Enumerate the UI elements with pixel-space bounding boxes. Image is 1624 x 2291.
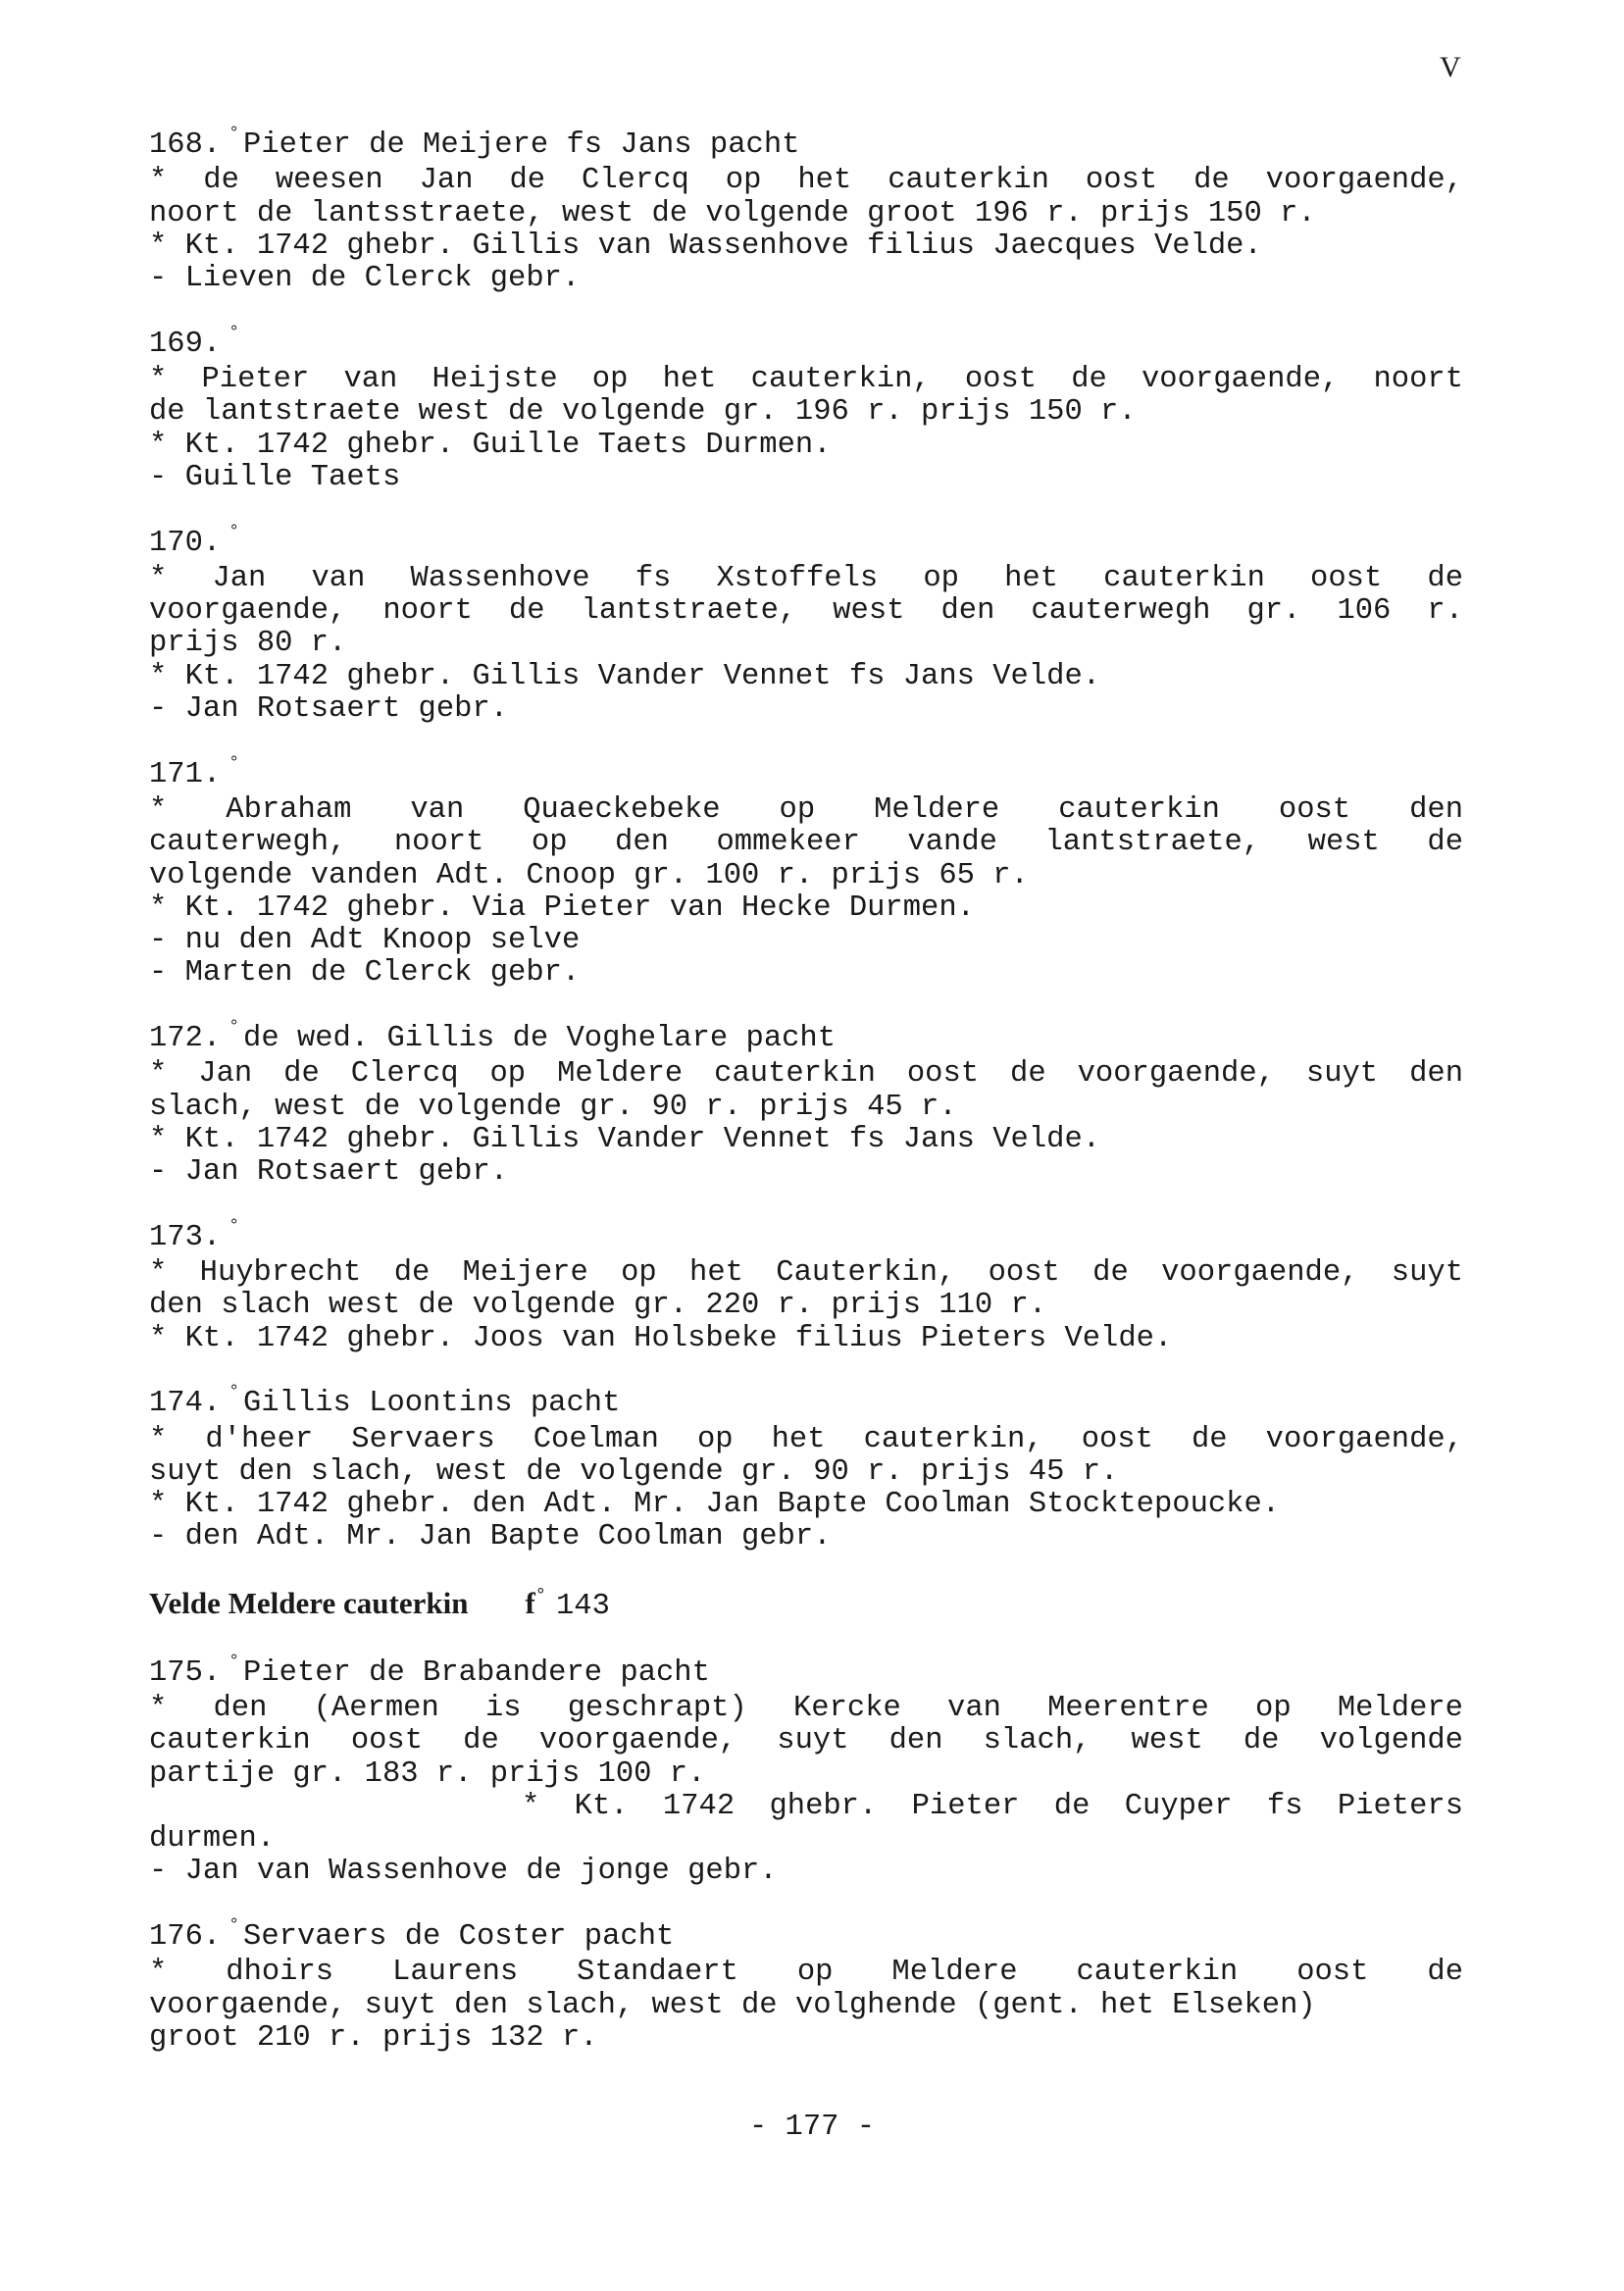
degree-mark: ° (228, 125, 240, 144)
degree-mark: ° (228, 1216, 240, 1237)
entry-line: groot 210 r. prijs 132 r. (149, 2020, 598, 2055)
degree-mark: ° (536, 1584, 544, 1604)
entry-header (149, 323, 1463, 364)
entry-line: - Marten de Clerck gebr. (149, 956, 581, 991)
entry-line: cauterkin oost de voorgaende, suyt den slach, west de volgende (149, 1724, 1463, 1758)
degree-mark: ° (228, 323, 240, 343)
entry-header (149, 522, 1463, 563)
entry-number: 176. (149, 1920, 222, 1955)
degree-mark: ° (228, 1018, 240, 1039)
entry-line: de lantstraete west de volgende gr. 196 r. prijs 150 r. (149, 395, 1137, 430)
section-heading (149, 1584, 1463, 1624)
entry-line: - Lieven de Clerck gebr. (149, 262, 581, 296)
entry-line: - den Adt. Mr. Jan Bapte Coolman gebr. (149, 1520, 832, 1554)
entry-line: * Kt. 1742 ghebr. Joos van Holsbeke filius Pieters Velde. (149, 1321, 1173, 1355)
entry-174 (149, 1383, 1463, 1554)
entry-168 (149, 125, 1463, 296)
entry-number: 171. (149, 757, 222, 791)
degree-mark: ° (228, 1383, 240, 1403)
entry-line: prijs 80 r. (149, 627, 347, 661)
entry-line: * Abraham van Quaeckebeke op Meldere cauterkin oost den (149, 792, 1463, 827)
page-number: - 177 - (748, 2111, 876, 2144)
section-title: Velde Meldere cauterkin (149, 1586, 469, 1621)
document-body (149, 125, 1463, 2088)
entry-line: durmen. (149, 1822, 276, 1857)
entry-tenant: Pieter de Meijere fs Jans pacht (243, 128, 800, 162)
corner-mark: V (1440, 51, 1461, 83)
entry-tenant: Pieter de Brabandere pacht (243, 1655, 710, 1690)
entry-line: * Kt. 1742 ghebr. Via Pieter van Hecke Durmen. (149, 891, 975, 925)
entry-line: voorgaende, suyt den slach, west de volghende (gent. het Elseken) (149, 1988, 1316, 2022)
entry-line: * Kt. 1742 ghebr. Gillis Vander Vennet fs Jans Velde. (149, 659, 1101, 693)
entry-175 (149, 1652, 1463, 1889)
entry-173 (149, 1216, 1463, 1355)
entry-number: 172. (149, 1022, 222, 1056)
entry-line: noort de lantsstraete, west de volgende groot 196 r. prijs 150 r. (149, 196, 1316, 230)
entry-line: - nu den Adt Knoop selve (149, 924, 581, 958)
entry-line: * de weesen Jan de Clercq op het cauterkin oost de voorgaende, (149, 164, 1463, 198)
entry-number: 170. (149, 526, 222, 560)
entry-number: 168. (149, 128, 222, 162)
entry-line: - Jan van Wassenhove de jonge gebr. (149, 1855, 778, 1889)
entry-line: * Jan de Clercq op Meldere cauterkin oost de voorgaende, suyt den (149, 1057, 1463, 1092)
degree-mark: ° (228, 522, 240, 542)
degree-mark: ° (228, 1916, 240, 1937)
degree-mark: ° (228, 1652, 240, 1672)
entry-header (149, 1018, 1463, 1058)
entry-line: voorgaende, noort de lantstraete, west den cauterwegh gr. 106 r. (149, 594, 1463, 629)
entry-tenant: Servaers de Coster pacht (243, 1920, 675, 1955)
entry-line: * Pieter van Heijste op het cauterkin, oost de voorgaende, noort (149, 363, 1463, 397)
folio-prefix: f (525, 1586, 535, 1621)
entry-170 (149, 522, 1463, 727)
entry-number: 174. (149, 1387, 222, 1421)
entry-line: * d'heer Servaers Coelman op het cauterkin, oost de voorgaende, (149, 1422, 1463, 1456)
entry-line: - Jan Rotsaert gebr. (149, 1155, 509, 1190)
folio-reference (525, 1584, 610, 1624)
entry-number: 169. (149, 327, 222, 361)
entry-172 (149, 1018, 1463, 1190)
entry-header (149, 1916, 1463, 1957)
entry-line: * Kt. 1742 ghebr. Pieter de Cuyper fs Pieters (522, 1789, 1463, 1823)
entry-line: - Jan Rotsaert gebr. (149, 692, 509, 727)
entry-tenant: de wed. Gillis de Voghelare pacht (243, 1022, 837, 1056)
degree-mark: ° (228, 753, 240, 774)
entry-line: * Jan van Wassenhove fs Xstoffels op het cauterkin oost de (149, 561, 1463, 595)
entry-header (149, 1383, 1463, 1423)
entry-line: partije gr. 183 r. prijs 100 r. (149, 1756, 706, 1791)
entry-line: * Huybrecht de Meijere op het Cauterkin, oost de voorgaende, suyt (149, 1256, 1463, 1291)
entry-169 (149, 323, 1463, 494)
entry-line: * dhoirs Laurens Standaert op Meldere cauterkin oost de (149, 1956, 1463, 1990)
entry-line: den slach west de volgende gr. 220 r. prijs 110 r. (149, 1289, 1047, 1323)
entry-header (149, 753, 1463, 794)
entry-line: * Kt. 1742 ghebr. Guille Taets Durmen. (149, 428, 832, 462)
entry-line: - Guille Taets (149, 460, 401, 494)
entry-line: * Kt. 1742 ghebr. Gillis Vander Vennet fs Jans Velde. (149, 1122, 1101, 1156)
entry-tenant: Gillis Loontins pacht (243, 1387, 621, 1421)
entry-line: * den (Aermen is geschrapt) Kercke van Meerentre op Meldere (149, 1691, 1463, 1725)
entry-line: * Kt. 1742 ghebr. Gillis van Wassenhove filius Jaecques Velde. (149, 229, 1262, 263)
entry-line: * Kt. 1742 ghebr. den Adt. Mr. Jan Bapte Coolman Stocktepoucke. (149, 1488, 1281, 1522)
entry-171 (149, 753, 1463, 991)
entry-176 (149, 1916, 1463, 2055)
entry-header (149, 1216, 1463, 1257)
entry-header (149, 125, 1463, 165)
entry-line: suyt den slach, west de volgende gr. 90 r. prijs 45 r. (149, 1454, 1119, 1489)
entry-number: 175. (149, 1655, 222, 1690)
entry-line: volgende vanden Adt. Cnoop gr. 100 r. prijs 65 r. (149, 858, 1029, 892)
entry-line: cauterwegh, noort op den ommekeer vande lantstraete, west de (149, 826, 1463, 860)
entry-header (149, 1652, 1463, 1693)
entry-line: slach, west de volgende gr. 90 r. prijs 45 r. (149, 1090, 957, 1124)
entry-number: 173. (149, 1220, 222, 1254)
folio-number: 143 (555, 1590, 610, 1624)
